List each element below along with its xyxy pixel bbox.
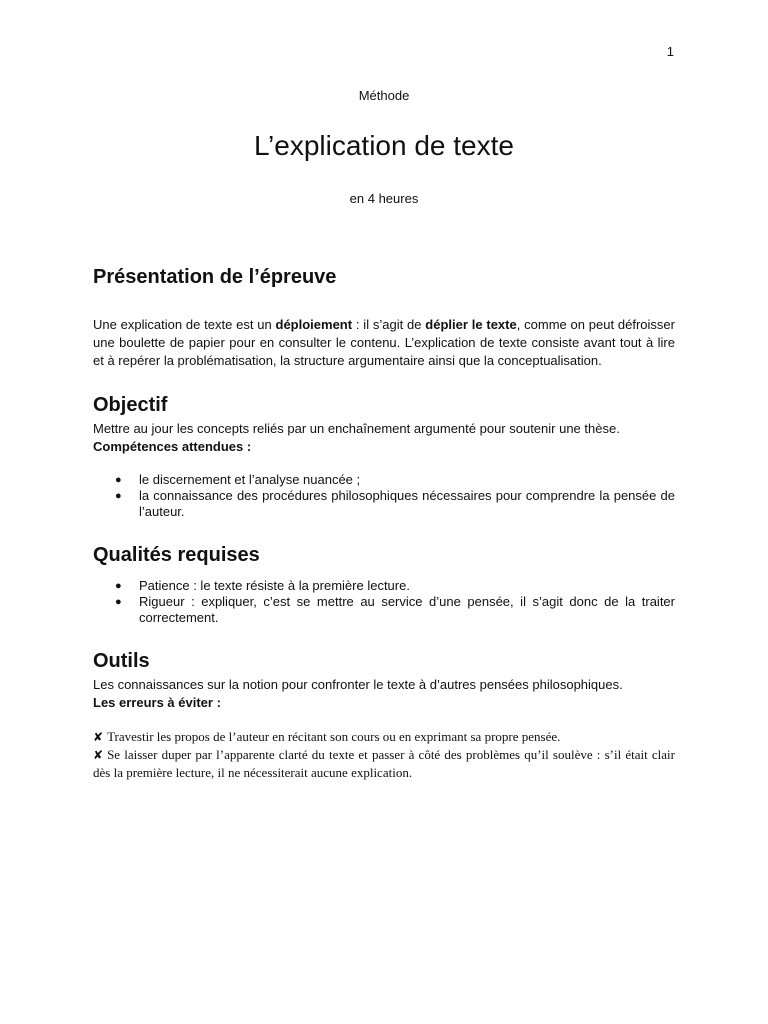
objectif-text: Mettre au jour les concepts reliés par un enchaînement argumenté pour soutenir une thèse. [93,421,620,436]
presentation-paragraph [93,316,675,370]
page-number: 1 [666,44,674,59]
errors-list [93,728,675,782]
presentation-text-1: Une explication de texte est un [93,317,276,332]
list-item-text: le discernement et l’analyse nuancée ; [139,472,361,487]
presentation-bold-1: déploiement [275,317,353,332]
objectif-subheading: Compétences attendues : [93,439,252,454]
presentation-bold-2: déplier le texte [425,317,517,332]
section-objectif [93,390,675,520]
document-title: L’explication de texte [254,130,514,161]
document-subtitle: en 4 heures [349,191,419,206]
section-heading-outils: Outils [93,650,150,672]
section-presentation [93,262,675,370]
section-heading-presentation: Présentation de l’épreuve [93,266,337,288]
document-kicker: Méthode [358,88,410,103]
section-qualites [93,540,675,626]
list-item-text: la connaissance des procédures philosophiques nécessaires pour comprendre la pensée de l’auteur. [139,488,675,519]
cross-icon: ✘ [93,748,104,762]
list-item [93,594,675,626]
list-item [93,746,675,782]
list-item-text: Travestir les propos de l’auteur en récitant son cours ou en exprimant sa propre pensée. [107,729,561,744]
presentation-text-2: : il s’agit de [352,317,426,332]
outils-subheading: Les erreurs à éviter : [93,695,221,710]
bullet-icon: ● [115,474,122,486]
list-item-text: Patience : le texte résiste à la première lecture. [139,578,410,593]
section-heading-objectif: Objectif [93,394,168,416]
outils-text: Les connaissances sur la notion pour confronter le texte à d’autres pensées philosophiques. [93,677,623,692]
bullet-icon: ● [115,490,122,502]
bullet-icon: ● [115,580,122,592]
bullet-icon: ● [115,596,122,608]
section-heading-qualites: Qualités requises [93,544,260,566]
list-item [93,578,675,594]
list-item [93,728,675,746]
list-item-text: Se laisser duper par l’apparente clarté du texte et passer à côté des problèmes qu’il soulève : s’il était clair dès la première lecture, il ne nécessiterait aucune explication. [93,747,675,780]
qualites-list [93,578,675,626]
cross-icon: ✘ [93,730,104,744]
list-item-text: Rigueur : expliquer, c’est se mettre au service d’une pensée, il s’agit donc de la traiter correctement. [139,594,675,625]
list-item [93,472,675,488]
list-item [93,488,675,520]
presentation-text-3: , comme on peut défroisser une boulette de papier pour en consulter le contenu. L’explication de texte consiste avant tout à lire et à repérer la problématisation, la structure argumentaire ainsi que la conceptualisation. [93,317,675,368]
competences-list [93,472,675,520]
document-body [93,262,675,782]
section-outils [93,646,675,782]
